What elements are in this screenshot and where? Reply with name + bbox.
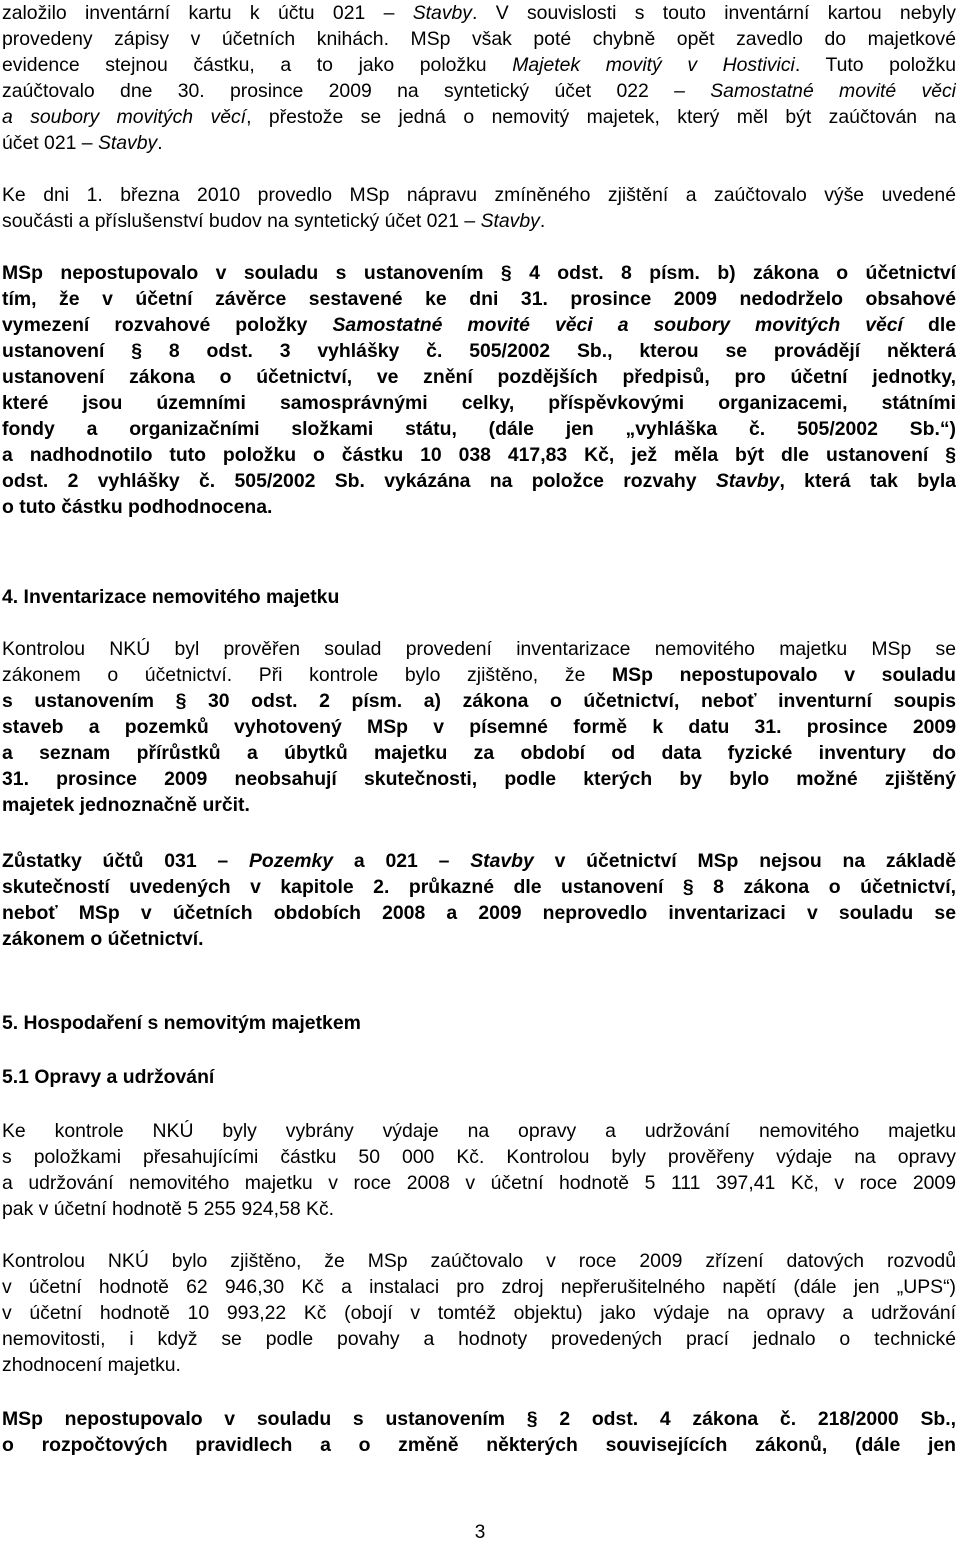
text-line xyxy=(2,468,956,494)
text-line xyxy=(2,1432,956,1458)
text-segment: s položkami přesahujícími částku 50 000 Kč. Kontrolou byly prověřeny výdaje na opravy xyxy=(2,1146,956,1168)
text-segment: zhodnocení majetku. xyxy=(2,1354,181,1376)
text-segment: neboť MSp v účetních obdobích 2008 a 2009 neprovedlo inventarizaci v souladu se xyxy=(2,902,956,924)
text-segment: Zůstatky účtů 031 – xyxy=(2,850,249,872)
text-segment: Ke kontrole NKÚ byly vybrány výdaje na opravy a udržování nemovitého majetku xyxy=(2,1120,956,1142)
text-segment: evidence stejnou částku, a to jako položku xyxy=(2,54,513,76)
text-segment: účet 021 – xyxy=(2,132,98,154)
text-line xyxy=(2,312,956,338)
text-segment: MSp nepostupovalo v souladu xyxy=(612,664,956,686)
text-segment: pak v účetní hodnotě 5 255 924,58 Kč. xyxy=(2,1198,335,1220)
section-heading xyxy=(2,1010,956,1036)
text-segment: 5.1 Opravy a udržování xyxy=(2,1066,215,1088)
text-segment: staveb a pozemků vyhotovený MSp v písemné formě k datu 31. prosince 2009 xyxy=(2,716,956,738)
text-line xyxy=(2,0,956,26)
text-segment: součásti a příslušenství budov na syntetický účet 021 – xyxy=(2,210,481,232)
text-segment: které jsou územními samosprávnými celky, příspěvkovými organizacemi, státními xyxy=(2,392,956,414)
text-line xyxy=(2,390,956,416)
text-segment: Stavby xyxy=(97,132,158,154)
text-segment: tím, že v účetní závěrce sestavené ke dni 31. prosince 2009 nedodrželo obsahové xyxy=(2,288,956,310)
text-line xyxy=(2,26,956,52)
text-line xyxy=(2,260,956,286)
text-segment: zákonem o účetnictví. xyxy=(2,928,204,950)
text-line xyxy=(2,442,956,468)
text-segment: odst. 2 vyhlášky č. 505/2002 Sb. vykázána na položce rozvahy xyxy=(2,470,716,492)
text-line xyxy=(2,1248,956,1274)
text-segment: Pozemky xyxy=(249,850,334,872)
text-segment: Kontrolou NKÚ bylo zjištěno, že MSp zaúčtovalo v roce 2009 zřízení datových rozvodů xyxy=(2,1250,956,1272)
section-heading xyxy=(2,584,956,610)
text-line xyxy=(2,714,956,740)
text-segment: zaúčtovalo dne 30. prosince 2009 na syntetický účet 022 – xyxy=(2,80,711,102)
text-segment: 4. Inventarizace nemovitého majetku xyxy=(2,586,340,608)
text-line xyxy=(2,1352,956,1378)
text-line xyxy=(2,416,956,442)
text-line xyxy=(2,182,956,208)
text-segment: o tuto částku podhodnocena. xyxy=(2,496,273,518)
text-line xyxy=(2,208,956,234)
text-line xyxy=(2,740,956,766)
text-line xyxy=(2,636,956,662)
text-line xyxy=(2,1196,956,1222)
text-segment: Stavby xyxy=(715,470,780,492)
text-segment: Ke dni 1. března 2010 provedlo MSp nápravu zmíněného zjištění a zaúčtovalo výše uvedené xyxy=(2,184,956,206)
text-segment: a udržování nemovitého majetku v roce 2008 v účetní hodnotě 5 111 397,41 Kč, v roce 2009 xyxy=(2,1172,956,1194)
text-line xyxy=(2,1300,956,1326)
text-line xyxy=(2,1170,956,1196)
text-line xyxy=(2,78,956,104)
text-segment: MSp nepostupovalo v souladu s ustanovením § 4 odst. 8 písm. b) zákona o účetnictví xyxy=(2,262,956,284)
text-line xyxy=(2,1118,956,1144)
text-segment: majetek jednoznačně určit. xyxy=(2,794,250,816)
text-segment: , přestože se jedná o nemovitý majetek, který měl být zaúčtován na xyxy=(246,106,956,128)
text-segment: . V souvislosti s touto inventární kartou nebyly xyxy=(472,2,956,24)
text-line xyxy=(2,1144,956,1170)
text-segment: ustanovení zákona o účetnictví, ve znění pozdějších předpisů, pro účetní jednotky, xyxy=(2,366,956,388)
text-segment: a seznam přírůstků a úbytků majetku za období od data fyzické inventury do xyxy=(2,742,956,764)
text-segment: 5. Hospodaření s nemovitým majetkem xyxy=(2,1012,361,1034)
text-segment: Stavby xyxy=(480,210,540,232)
text-line xyxy=(2,130,956,156)
text-line xyxy=(2,874,956,900)
text-line xyxy=(2,104,956,130)
text-line xyxy=(2,688,956,714)
text-segment: nemovitosti, i když se podle povahy a hodnoty provedených prací jednalo o technické xyxy=(2,1328,956,1350)
text-segment: MSp nepostupovalo v souladu s ustanovením § 2 odst. 4 zákona č. 218/2000 Sb., xyxy=(2,1408,956,1430)
text-segment: fondy a organizačními složkami státu, (dále jen „vyhláška č. 505/2002 Sb.“) xyxy=(2,418,956,440)
text-segment: 31. prosince 2009 neobsahují skutečnosti, podle kterých by bylo možné zjištěný xyxy=(2,768,956,790)
text-segment: o rozpočtových pravidlech a o změně některých souvisejících zákonů, (dále jen xyxy=(2,1434,956,1456)
text-segment: , která tak byla xyxy=(779,470,956,492)
subsection-heading xyxy=(2,1064,956,1090)
text-line xyxy=(2,286,956,312)
text-segment: zákonem o účetnictví. Při kontrole bylo zjištěno, že xyxy=(2,664,613,686)
text-line xyxy=(2,1326,956,1352)
text-segment: v účetní hodnotě 62 946,30 Kč a instalaci pro zdroj nepřerušitelného napětí (dále jen „UPS“) xyxy=(2,1276,956,1298)
text-segment: Stavby xyxy=(470,850,534,872)
text-segment: Majetek movitý v Hostivici xyxy=(512,54,795,76)
text-segment: skutečností uvedených v kapitole 2. průkazné dle ustanovení § 8 zákona o účetnictví, xyxy=(2,876,956,898)
text-segment: Samostatné movité věci xyxy=(710,80,956,102)
text-line xyxy=(2,926,956,952)
text-line xyxy=(2,364,956,390)
page-number: 3 xyxy=(474,1522,486,1543)
text-segment: . xyxy=(157,132,163,154)
text-segment: a nadhodnotilo tuto položku o částku 10 038 417,83 Kč, jež měla být dle ustanovení § xyxy=(2,444,956,466)
text-segment: . xyxy=(539,210,546,232)
text-segment: . Tuto položku xyxy=(794,54,956,76)
text-segment: v účetní hodnotě 10 993,22 Kč (obojí v tomtéž objektu) jako výdaje na opravy a udržování xyxy=(2,1302,956,1324)
text-segment: a 021 – xyxy=(333,850,471,872)
text-segment: Samostatné movité věci a soubory movitých věcí xyxy=(332,314,903,336)
text-line xyxy=(2,848,956,874)
text-line xyxy=(2,1406,956,1432)
text-segment: založilo inventární kartu k účtu 021 – xyxy=(2,2,413,24)
text-line xyxy=(2,52,956,78)
text-line xyxy=(2,494,956,520)
text-line xyxy=(2,900,956,926)
text-segment: vymezení rozvahové položky xyxy=(2,314,333,336)
text-segment: Stavby xyxy=(412,2,472,24)
text-segment: ustanovení § 8 odst. 3 vyhlášky č. 505/2002 Sb., kterou se provádějí některá xyxy=(2,340,956,362)
text-line xyxy=(2,792,956,818)
text-segment: a soubory movitých věcí xyxy=(2,106,247,128)
text-line xyxy=(2,1274,956,1300)
text-line xyxy=(2,338,956,364)
text-line xyxy=(2,766,956,792)
text-segment: Kontrolou NKÚ byl prověřen soulad provedení inventarizace nemovitého majetku MSp se xyxy=(2,638,956,660)
text-segment: s ustanovením § 30 odst. 2 písm. a) zákona o účetnictví, neboť inventurní soupis xyxy=(2,690,956,712)
text-segment: dle xyxy=(902,314,956,336)
text-line xyxy=(2,662,956,688)
text-segment: provedeny zápisy v účetních knihách. MSp však poté chybně opět zavedlo do majetkové xyxy=(2,28,956,50)
text-segment: v účetnictví MSp nejsou na základě xyxy=(533,850,956,872)
